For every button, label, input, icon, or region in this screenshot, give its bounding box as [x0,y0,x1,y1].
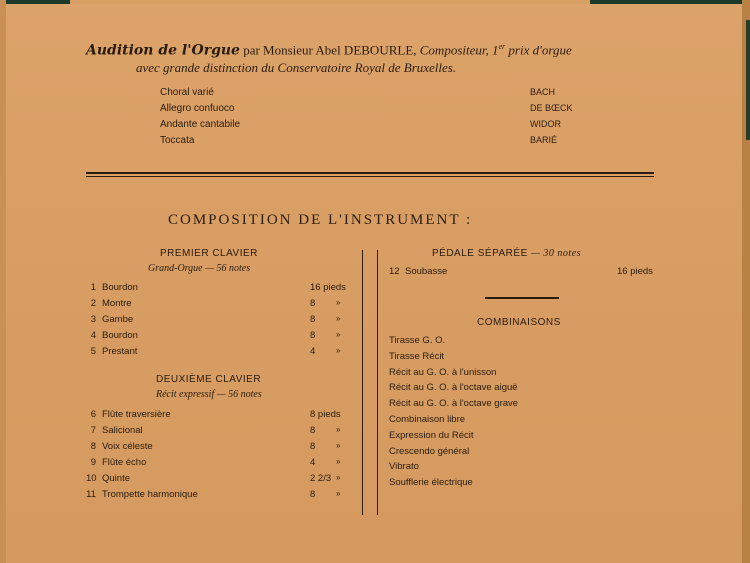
pedale-title-text: PÉDALE SÉPARÉE [432,248,528,259]
stop-row [86,489,356,505]
divider-rule-thin [86,176,654,177]
program-row [160,84,600,100]
stop-number: 10 [86,473,97,484]
header-prize-sup: er [498,42,506,51]
stop-name: Flûte traversière [102,409,171,420]
composition-title: COMPOSITION DE L'INSTRUMENT : [168,212,473,228]
stop-number: 11 [86,489,96,500]
program-list [160,84,600,148]
audition-title: Audition de l'Orgue [86,42,240,59]
left-edge [0,0,6,563]
stop-size: 8 [310,425,316,436]
program-row [160,116,600,132]
stop-number: 4 [90,330,96,341]
program-title: Toccata [160,134,195,146]
stop-unit: » [336,314,341,323]
premier-stops [86,282,356,362]
stop-unit: » [336,330,341,339]
program-composer: BACH [530,87,556,97]
program-composer: DE BŒCK [530,103,573,113]
pedale-subtitle: — 30 notes [531,248,582,259]
stop-number: 5 [90,346,96,357]
header-prize-number: 1 [488,42,499,58]
stop-row [86,409,356,425]
stop-row [86,298,356,314]
stop-unit: » [336,298,341,307]
stop-size: 4 [310,346,316,357]
stop-size: 8 [310,441,316,452]
program-title: Andante cantabile [160,118,241,130]
header-role: Compositeur, [419,42,489,58]
column-divider-left [362,250,363,515]
stop-row [86,457,356,473]
combinaison-item: Tirasse Récit [389,350,445,362]
program-composer: WIDOR [530,119,561,129]
pedale-title [432,248,581,259]
header-line-2: avec grande distinction du Conservatoire Royal de Bruxelles. [136,60,457,75]
stop-number: 12 [389,266,400,277]
stop-row [86,330,356,346]
divider-rule [86,172,654,174]
stop-size: 2 2/3 [310,473,332,484]
stop-number: 6 [90,409,96,420]
header-line-1 [86,42,726,58]
combinaisons-title: COMBINAISONS [477,317,561,328]
deuxieme-clavier-title: DEUXIÈME CLAVIER [156,374,262,385]
combinaison-item: Récit au G. O. à l'unisson [389,366,497,378]
stop-number: 7 [90,425,96,436]
combinaison-item: Crescendo général [389,445,470,457]
stop-size: 16 pieds [310,282,346,293]
combinaison-item: Tirasse G. O. [389,335,446,346]
stop-unit: » [336,425,341,434]
stop-name: Montre [102,298,132,309]
stop-size: 16 pieds [617,266,653,277]
stop-name: Soubasse [405,266,448,277]
stop-unit: » [336,457,341,466]
stop-number: 2 [90,298,96,309]
stop-name: Voix céleste [102,441,153,452]
stop-name: Trompette harmonique [102,489,198,500]
combinaison-item: Vibrato [389,461,419,473]
stop-number: 9 [90,457,96,468]
short-divider [485,297,559,299]
deuxieme-clavier-subtitle: Récit expressif — 56 notes [156,389,262,400]
stop-name: Flûte écho [102,457,147,468]
premier-clavier-title: PREMIER CLAVIER [160,248,258,259]
stop-unit: » [336,346,341,355]
column-divider-right [377,250,378,515]
stop-name: Prestant [102,346,138,357]
combinaison-item: Expression du Récit [389,429,474,441]
stop-size: 4 [310,457,316,468]
program-composer: BARIÉ [530,135,558,145]
deuxieme-stops [86,409,356,505]
stop-name: Bourdon [102,330,138,341]
combinaison-item: Soufflerie électrique [389,477,473,489]
stop-row [86,282,356,298]
header-performer: par Monsieur Abel DEBOURLE, [239,42,420,58]
stop-unit: » [336,473,341,482]
premier-clavier-subtitle: Grand-Orgue — 56 notes [148,263,251,274]
combinaison-item: Récit au G. O. à l'octave grave [389,398,519,410]
stop-size: 8 [310,298,316,309]
program-row [160,100,600,116]
stop-row [86,473,356,489]
program-title: Choral varié [160,86,214,98]
combinaison-item: Récit au G. O. à l'octave aiguë [389,382,518,394]
stop-number: 1 [90,282,96,293]
stop-number: 8 [90,441,96,452]
stop-unit: » [336,441,341,450]
right-edge-shadow [746,20,750,140]
stop-unit: » [336,489,341,498]
program-title: Allegro confuoco [160,102,235,114]
stop-name: Quinte [102,473,130,484]
combinaisons-list [389,335,518,493]
stop-name: Gambe [102,314,134,325]
combinaison-item: Combinaison libre [389,413,466,425]
stop-row [86,441,356,457]
program-row [160,132,600,148]
stop-size: 8 [310,489,316,500]
stop-row [86,425,356,441]
stop-number: 3 [90,314,96,325]
stop-row [86,314,356,330]
stop-size: 8 [310,330,316,341]
header-prize: prix d'orgue [505,42,572,58]
stop-row [86,346,356,362]
top-edge [0,0,750,4]
stop-name: Bourdon [102,282,138,293]
stop-size: 8 [310,314,316,325]
stop-name: Salicional [102,425,143,436]
stop-size: 8 pieds [310,409,341,420]
